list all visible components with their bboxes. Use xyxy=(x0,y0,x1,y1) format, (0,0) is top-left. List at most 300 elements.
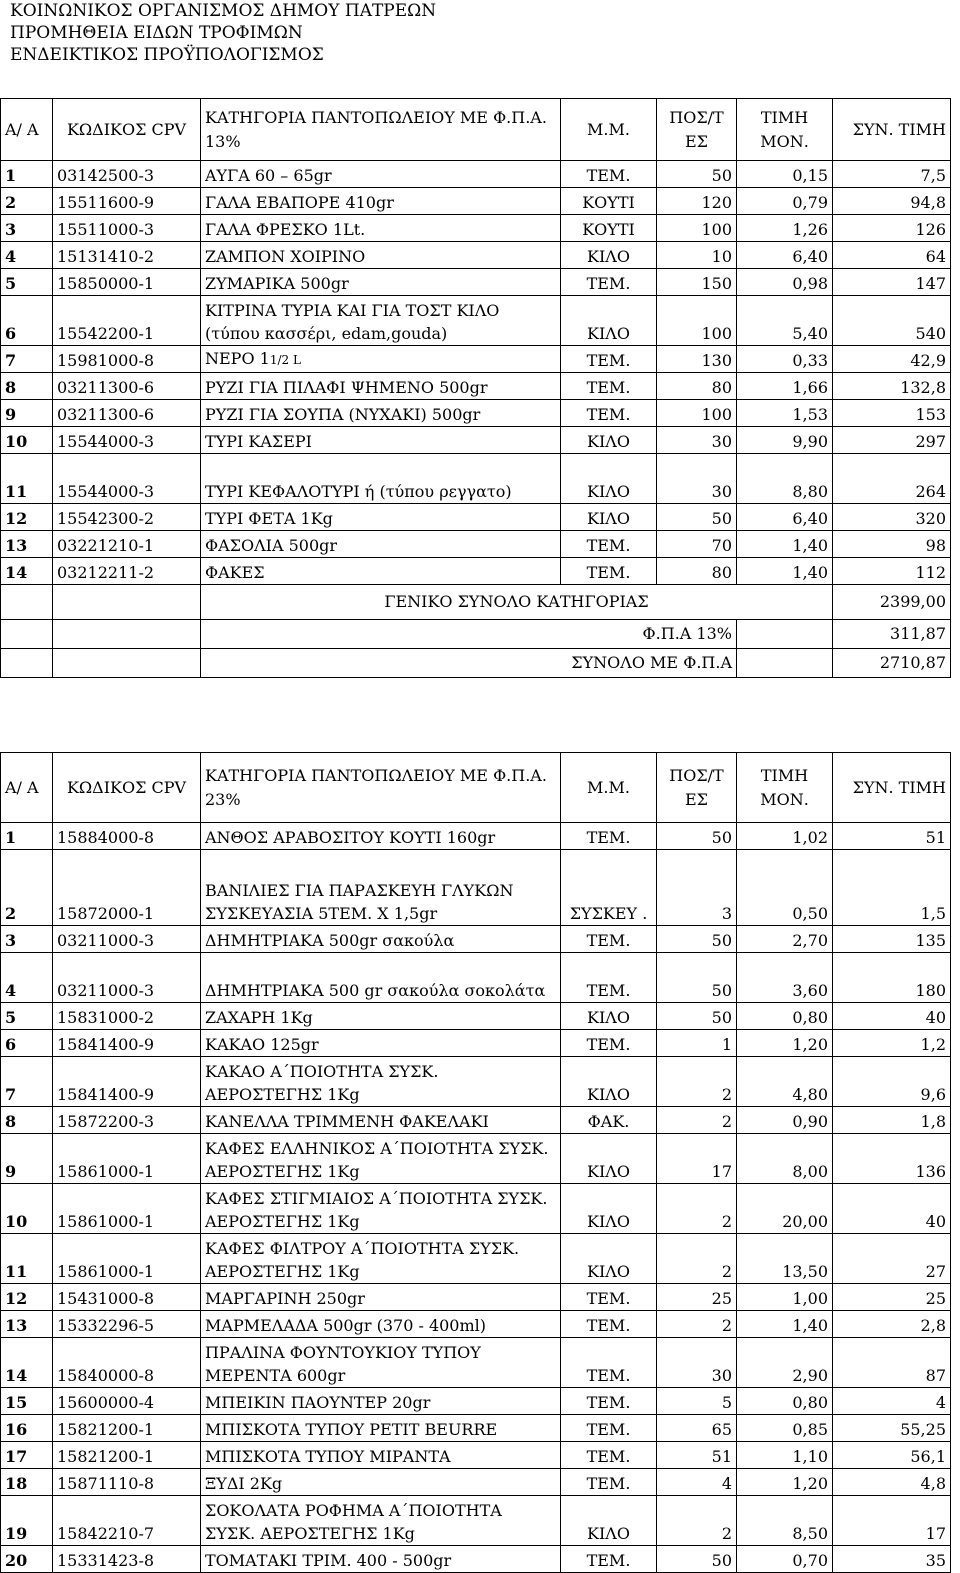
table-row xyxy=(1,953,951,1003)
col-unit-price: ΤΙΜΗ ΜΟΝ. xyxy=(737,753,833,823)
row-total: 540 xyxy=(833,296,951,346)
row-number: 5 xyxy=(1,1003,53,1030)
col-category: ΚΑΤΗΓΟΡΙΑ ΠΑΝΤΟΠΩΛΕΙΟΥ ΜΕ Φ.Π.Α. 23% xyxy=(201,753,561,823)
row-unit-price: 8,50 xyxy=(737,1496,833,1546)
row-total: 98 xyxy=(833,531,951,558)
row-total: 153 xyxy=(833,400,951,427)
row-description: ΓΑΛΑ ΕΒΑΠΟΡΕ 410gr xyxy=(201,188,561,215)
row-quantity: 50 xyxy=(657,1003,737,1030)
row-quantity: 150 xyxy=(657,269,737,296)
table-row xyxy=(1,1184,951,1234)
table-row xyxy=(1,1134,951,1184)
row-number: 2 xyxy=(1,850,53,926)
row-number: 7 xyxy=(1,346,53,373)
row-cpv-code: 15981000-8 xyxy=(53,346,201,373)
row-number: 4 xyxy=(1,953,53,1003)
row-unit: ΤΕΜ. xyxy=(561,1442,657,1469)
row-unit: ΤΕΜ. xyxy=(561,1469,657,1496)
row-description: ΜΑΡΜΕΛΑΔΑ 500gr (370 - 400ml) xyxy=(201,1311,561,1338)
row-quantity: 17 xyxy=(657,1134,737,1184)
row-total: 180 xyxy=(833,953,951,1003)
table-header-row xyxy=(1,99,951,161)
row-total: 40 xyxy=(833,1184,951,1234)
row-number: 9 xyxy=(1,400,53,427)
row-unit: ΤΕΜ. xyxy=(561,953,657,1003)
row-number: 14 xyxy=(1,1338,53,1388)
row-description: ΑΥΓΑ 60 – 65gr xyxy=(201,161,561,188)
row-unit-price: 9,90 xyxy=(737,427,833,454)
general-total-value: 2399,00 xyxy=(833,585,951,620)
row-unit-price: 8,00 xyxy=(737,1134,833,1184)
row-number: 3 xyxy=(1,926,53,953)
row-quantity: 1 xyxy=(657,1030,737,1057)
row-cpv-code: 15884000-8 xyxy=(53,823,201,850)
table-row xyxy=(1,373,951,400)
row-unit-price: 1,00 xyxy=(737,1284,833,1311)
row-description: ΞΥΔΙ 2Kg xyxy=(201,1469,561,1496)
row-unit-price: 20,00 xyxy=(737,1184,833,1234)
row-total: 1,5 xyxy=(833,850,951,926)
row-total: 51 xyxy=(833,823,951,850)
row-cpv-code: 15841400-9 xyxy=(53,1057,201,1107)
row-description: ΖΥΜΑΡΙΚΑ 500gr xyxy=(201,269,561,296)
row-unit-price: 1,66 xyxy=(737,373,833,400)
row-description: ΚΑΚΑΟ 125gr xyxy=(201,1030,561,1057)
table-row xyxy=(1,1234,951,1284)
row-total: 147 xyxy=(833,269,951,296)
col-total-price: ΣΥΝ. ΤΙΜΗ xyxy=(833,753,951,823)
row-unit-price: 0,98 xyxy=(737,269,833,296)
row-total: 4,8 xyxy=(833,1469,951,1496)
row-number: 12 xyxy=(1,504,53,531)
row-unit-price: 1,20 xyxy=(737,1469,833,1496)
row-unit-price: 0,33 xyxy=(737,346,833,373)
row-unit: ΤΕΜ. xyxy=(561,1415,657,1442)
row-total: 136 xyxy=(833,1134,951,1184)
row-unit-price: 13,50 xyxy=(737,1234,833,1284)
row-cpv-code: 15831000-2 xyxy=(53,1003,201,1030)
row-quantity: 2 xyxy=(657,1496,737,1546)
row-cpv-code: 03211300-6 xyxy=(53,373,201,400)
header-budget: ΕΝΔΕΙΚΤΙΚΟΣ ΠΡΟΫΠΟΛΟΓΙΣΜΟΣ xyxy=(10,45,324,65)
row-cpv-code: 15871110-8 xyxy=(53,1469,201,1496)
row-unit: ΤΕΜ. xyxy=(561,373,657,400)
row-total: 40 xyxy=(833,1003,951,1030)
row-cpv-code: 15511600-9 xyxy=(53,188,201,215)
row-description: ΡΥΖΙ ΓΙΑ ΣΟΥΠΑ (ΝΥΧΑΚΙ) 500gr xyxy=(201,400,561,427)
row-quantity: 50 xyxy=(657,504,737,531)
col-unit: Μ.Μ. xyxy=(561,99,657,161)
row-quantity: 80 xyxy=(657,373,737,400)
row-quantity: 50 xyxy=(657,926,737,953)
row-unit: ΤΕΜ. xyxy=(561,161,657,188)
row-total: 55,25 xyxy=(833,1415,951,1442)
row-total: 297 xyxy=(833,427,951,454)
budget-table-vat13 xyxy=(0,98,951,678)
col-cpv: ΚΩΔΙΚΟΣ CPV xyxy=(53,99,201,161)
row-cpv-code: 15861000-1 xyxy=(53,1134,201,1184)
row-cpv-code: 15431000-8 xyxy=(53,1284,201,1311)
row-number: 7 xyxy=(1,1057,53,1107)
row-total: 132,8 xyxy=(833,373,951,400)
col-quantity: ΠΟΣ/Τ ΕΣ xyxy=(657,753,737,823)
row-unit: ΤΕΜ. xyxy=(561,1388,657,1415)
table-row xyxy=(1,1311,951,1338)
row-quantity: 100 xyxy=(657,400,737,427)
row-unit: ΚΙΛΟ xyxy=(561,1057,657,1107)
row-description: ΚΑΚΑΟ Α΄ΠΟΙΟΤΗΤΑ ΣΥΣΚ. ΑΕΡΟΣΤΕΓΗΣ 1Kg xyxy=(201,1057,561,1107)
row-cpv-code: 15821200-1 xyxy=(53,1415,201,1442)
row-cpv-code: 15131410-2 xyxy=(53,242,201,269)
row-description: ΒΑΝΙΛΙΕΣ ΓΙΑ ΠΑΡΑΣΚΕΥΗ ΓΛΥΚΩΝ ΣΥΣΚΕΥΑΣΙΑ 5ΤΕΜ. Χ 1,5gr xyxy=(201,850,561,926)
row-unit-price: 3,60 xyxy=(737,953,833,1003)
row-quantity: 25 xyxy=(657,1284,737,1311)
row-unit-price: 8,80 xyxy=(737,454,833,504)
document-header xyxy=(10,0,436,66)
row-unit: ΤΕΜ. xyxy=(561,1030,657,1057)
row-description: ΤΥΡΙ ΦΕΤΑ 1Kg xyxy=(201,504,561,531)
row-number: 2 xyxy=(1,188,53,215)
row-cpv-code: 15544000-3 xyxy=(53,454,201,504)
row-unit: ΤΕΜ. xyxy=(561,1284,657,1311)
row-unit: ΚΙΛΟ xyxy=(561,504,657,531)
row-unit: ΚΙΛΟ xyxy=(561,242,657,269)
row-total: 320 xyxy=(833,504,951,531)
col-category: ΚΑΤΗΓΟΡΙΑ ΠΑΝΤΟΠΩΛΕΙΟΥ ΜΕ Φ.Π.Α. 13% xyxy=(201,99,561,161)
row-unit: ΤΕΜ. xyxy=(561,823,657,850)
row-description: ΣΟΚΟΛΑΤΑ ΡΟΦΗΜΑ Α΄ΠΟΙΟΤΗΤΑ ΣΥΣΚ. ΑΕΡΟΣΤΕΓΗΣ 1Kg xyxy=(201,1496,561,1546)
row-unit: ΚΟΥΤΙ xyxy=(561,215,657,242)
row-number: 12 xyxy=(1,1284,53,1311)
row-unit-price: 0,70 xyxy=(737,1546,833,1573)
row-description: ΠΡΑΛΙΝΑ ΦΟΥΝΤΟΥΚΙΟΥ ΤΥΠΟΥ ΜΕΡΕΝΤΑ 600gr xyxy=(201,1338,561,1388)
row-number: 13 xyxy=(1,1311,53,1338)
row-description: ΤΥΡΙ ΚΑΣΕΡΙ xyxy=(201,427,561,454)
row-quantity: 3 xyxy=(657,850,737,926)
row-quantity: 10 xyxy=(657,242,737,269)
row-unit: ΚΙΛΟ xyxy=(561,1184,657,1234)
row-unit-price: 2,90 xyxy=(737,1338,833,1388)
row-cpv-code: 03211300-6 xyxy=(53,400,201,427)
row-number: 10 xyxy=(1,427,53,454)
row-description: ΖΑΧΑΡΗ 1Kg xyxy=(201,1003,561,1030)
row-number: 6 xyxy=(1,296,53,346)
row-unit: ΤΕΜ. xyxy=(561,1338,657,1388)
table-row xyxy=(1,215,951,242)
table-row xyxy=(1,269,951,296)
row-quantity: 51 xyxy=(657,1442,737,1469)
table-row xyxy=(1,1003,951,1030)
table-row xyxy=(1,504,951,531)
col-quantity: ΠΟΣ/Τ ΕΣ xyxy=(657,99,737,161)
row-quantity: 30 xyxy=(657,427,737,454)
row-quantity: 130 xyxy=(657,346,737,373)
table-row xyxy=(1,346,951,373)
row-quantity: 50 xyxy=(657,161,737,188)
row-unit-price: 0,80 xyxy=(737,1003,833,1030)
row-cpv-code: 03211000-3 xyxy=(53,926,201,953)
row-quantity: 2 xyxy=(657,1057,737,1107)
row-quantity: 2 xyxy=(657,1311,737,1338)
row-number: 6 xyxy=(1,1030,53,1057)
row-description: ΦΑΣΟΛΙΑ 500gr xyxy=(201,531,561,558)
table-row xyxy=(1,400,951,427)
col-cpv: ΚΩΔΙΚΟΣ CPV xyxy=(53,753,201,823)
row-total: 2,8 xyxy=(833,1311,951,1338)
table-row xyxy=(1,850,951,926)
summary-general-total xyxy=(1,585,951,620)
row-number: 19 xyxy=(1,1496,53,1546)
row-cpv-code: 15840000-8 xyxy=(53,1338,201,1388)
row-unit-price: 5,40 xyxy=(737,296,833,346)
row-number: 4 xyxy=(1,242,53,269)
col-aa: Α/ Α xyxy=(1,753,53,823)
row-total: 264 xyxy=(833,454,951,504)
row-cpv-code: 15850000-1 xyxy=(53,269,201,296)
row-description: ΚΑΦΕΣ ΣΤΙΓΜΙΑΙΟΣ Α΄ΠΟΙΟΤΗΤΑ ΣΥΣΚ. ΑΕΡΟΣΤΕΓΗΣ 1Kg xyxy=(201,1184,561,1234)
col-total-price: ΣΥΝ. ΤΙΜΗ xyxy=(833,99,951,161)
row-quantity: 5 xyxy=(657,1388,737,1415)
row-description: ΓΑΛΑ ΦΡΕΣΚΟ 1Lt. xyxy=(201,215,561,242)
row-number: 13 xyxy=(1,531,53,558)
row-description: ΔΗΜΗΤΡΙΑΚΑ 500 gr σακούλα σοκολάτα xyxy=(201,953,561,1003)
row-cpv-code: 15331423-8 xyxy=(53,1546,201,1573)
row-cpv-code: 15511000-3 xyxy=(53,215,201,242)
row-description: ΔΗΜΗΤΡΙΑΚΑ 500gr σακούλα xyxy=(201,926,561,953)
row-unit-price: 0,50 xyxy=(737,850,833,926)
table-row xyxy=(1,1057,951,1107)
row-unit: ΣΥΣΚΕΥ . xyxy=(561,850,657,926)
row-unit: ΤΕΜ. xyxy=(561,1546,657,1573)
row-description: ΚΑΦΕΣ ΦΙΛΤΡΟΥ Α΄ΠΟΙΟΤΗΤΑ ΣΥΣΚ. ΑΕΡΟΣΤΕΓΗΣ 1Kg xyxy=(201,1234,561,1284)
row-unit-price: 0,79 xyxy=(737,188,833,215)
header-procurement: ΠΡΟΜΗΘΕΙΑ ΕΙΔΩΝ ΤΡΟΦΙΜΩΝ xyxy=(10,23,303,43)
header-organization: ΚΟΙΝΩΝΙΚΟΣ ΟΡΓΑΝΙΣΜΟΣ ΔΗΜΟΥ ΠΑΤΡΕΩΝ xyxy=(10,1,437,21)
table-row xyxy=(1,823,951,850)
row-unit-price: 6,40 xyxy=(737,504,833,531)
row-cpv-code: 15841400-9 xyxy=(53,1030,201,1057)
table-row xyxy=(1,242,951,269)
row-unit-price: 0,15 xyxy=(737,161,833,188)
row-total: 4 xyxy=(833,1388,951,1415)
row-quantity: 4 xyxy=(657,1469,737,1496)
row-description: ΚΑΝΕΛΛΑ ΤΡΙΜΜΕΝΗ ΦΑΚΕΛΑΚΙ xyxy=(201,1107,561,1134)
row-cpv-code: 15542300-2 xyxy=(53,504,201,531)
row-unit: ΤΕΜ. xyxy=(561,400,657,427)
row-cpv-code: 03211000-3 xyxy=(53,953,201,1003)
table-row xyxy=(1,1388,951,1415)
row-cpv-code: 03212211-2 xyxy=(53,558,201,585)
row-total: 126 xyxy=(833,215,951,242)
row-description: ΖΑΜΠΟΝ ΧΟΙΡΙΝΟ xyxy=(201,242,561,269)
table-row xyxy=(1,1546,951,1573)
row-number: 1 xyxy=(1,823,53,850)
row-total: 35 xyxy=(833,1546,951,1573)
row-total: 94,8 xyxy=(833,188,951,215)
table-row xyxy=(1,558,951,585)
row-description: ΝΕΡΟ 11/2 L xyxy=(201,346,561,373)
col-aa: Α/ Α xyxy=(1,99,53,161)
row-cpv-code: 15542200-1 xyxy=(53,296,201,346)
row-description: ΜΠΙΣΚΟΤΑ ΤΥΠΟΥ ΜΙΡΑΝΤΑ xyxy=(201,1442,561,1469)
row-unit-price: 1,10 xyxy=(737,1442,833,1469)
row-quantity: 2 xyxy=(657,1234,737,1284)
row-cpv-code: 15872000-1 xyxy=(53,850,201,926)
row-number: 16 xyxy=(1,1415,53,1442)
table-row xyxy=(1,1415,951,1442)
summary-vat xyxy=(1,620,951,649)
row-description: ΑΝΘΟΣ ΑΡΑΒΟΣΙΤΟΥ ΚΟΥΤΙ 160gr xyxy=(201,823,561,850)
row-unit: ΦΑΚ. xyxy=(561,1107,657,1134)
row-cpv-code: 15600000-4 xyxy=(53,1388,201,1415)
row-total: 112 xyxy=(833,558,951,585)
row-unit-price: 6,40 xyxy=(737,242,833,269)
general-total-label: ΓΕΝΙΚΟ ΣΥΝΟΛΟ ΚΑΤΗΓΟΡΙΑΣ xyxy=(201,585,833,620)
row-number: 10 xyxy=(1,1184,53,1234)
row-description: ΜΑΡΓΑΡΙΝΗ 250gr xyxy=(201,1284,561,1311)
row-description: ΚΑΦΕΣ ΕΛΛΗΝΙΚΟΣ Α΄ΠΟΙΟΤΗΤΑ ΣΥΣΚ. ΑΕΡΟΣΤΕΓΗΣ 1Kg xyxy=(201,1134,561,1184)
row-cpv-code: 15332296-5 xyxy=(53,1311,201,1338)
row-quantity: 100 xyxy=(657,296,737,346)
row-quantity: 80 xyxy=(657,558,737,585)
row-quantity: 2 xyxy=(657,1184,737,1234)
row-cpv-code: 15861000-1 xyxy=(53,1184,201,1234)
row-quantity: 30 xyxy=(657,1338,737,1388)
vat-label: Φ.Π.Α 13% xyxy=(201,620,737,649)
table-row xyxy=(1,926,951,953)
row-cpv-code: 15821200-1 xyxy=(53,1442,201,1469)
row-total: 135 xyxy=(833,926,951,953)
table-row xyxy=(1,1107,951,1134)
row-total: 56,1 xyxy=(833,1442,951,1469)
table-row xyxy=(1,427,951,454)
table-row xyxy=(1,1030,951,1057)
row-number: 5 xyxy=(1,269,53,296)
budget-table-vat23 xyxy=(0,752,951,1573)
row-unit: ΚΙΛΟ xyxy=(561,427,657,454)
row-unit: ΚΙΛΟ xyxy=(561,1003,657,1030)
row-unit-price: 1,20 xyxy=(737,1030,833,1057)
row-total: 87 xyxy=(833,1338,951,1388)
table-row xyxy=(1,1469,951,1496)
row-number: 1 xyxy=(1,161,53,188)
row-cpv-code: 15544000-3 xyxy=(53,427,201,454)
row-unit-price: 1,40 xyxy=(737,531,833,558)
row-quantity: 30 xyxy=(657,454,737,504)
row-unit: ΚΙΛΟ xyxy=(561,454,657,504)
row-description: ΤΟΜΑΤΑΚΙ ΤΡΙΜ. 400 - 500gr xyxy=(201,1546,561,1573)
row-unit: ΤΕΜ. xyxy=(561,269,657,296)
table-row xyxy=(1,454,951,504)
summary-total-with-vat xyxy=(1,649,951,678)
row-cpv-code: 03221210-1 xyxy=(53,531,201,558)
table-row xyxy=(1,1442,951,1469)
row-unit-price: 0,85 xyxy=(737,1415,833,1442)
row-number: 9 xyxy=(1,1134,53,1184)
row-unit: ΚΙΛΟ xyxy=(561,296,657,346)
table-row xyxy=(1,531,951,558)
row-quantity: 65 xyxy=(657,1415,737,1442)
row-quantity: 70 xyxy=(657,531,737,558)
row-number: 17 xyxy=(1,1442,53,1469)
row-quantity: 50 xyxy=(657,823,737,850)
row-number: 3 xyxy=(1,215,53,242)
table-header-row xyxy=(1,753,951,823)
row-unit-price: 0,90 xyxy=(737,1107,833,1134)
total-with-vat-label: ΣΥΝΟΛΟ ΜΕ Φ.Π.Α xyxy=(201,649,737,678)
col-unit-price: ΤΙΜΗ ΜΟΝ. xyxy=(737,99,833,161)
row-total: 25 xyxy=(833,1284,951,1311)
row-quantity: 120 xyxy=(657,188,737,215)
row-unit-price: 1,53 xyxy=(737,400,833,427)
row-unit-price: 1,02 xyxy=(737,823,833,850)
vat-value: 311,87 xyxy=(833,620,951,649)
row-description: ΡΥΖΙ ΓΙΑ ΠΙΛΑΦΙ ΨΗΜΕΝΟ 500gr xyxy=(201,373,561,400)
row-number: 14 xyxy=(1,558,53,585)
row-total: 1,8 xyxy=(833,1107,951,1134)
row-total: 7,5 xyxy=(833,161,951,188)
row-description: ΜΠΙΣΚΟΤΑ ΤΥΠΟΥ PETIT BEURRE xyxy=(201,1415,561,1442)
row-quantity: 50 xyxy=(657,1546,737,1573)
row-number: 8 xyxy=(1,373,53,400)
table-row xyxy=(1,1338,951,1388)
table-row xyxy=(1,188,951,215)
row-number: 8 xyxy=(1,1107,53,1134)
row-unit: ΤΕΜ. xyxy=(561,346,657,373)
row-unit: ΚΟΥΤΙ xyxy=(561,188,657,215)
row-quantity: 100 xyxy=(657,215,737,242)
row-description: ΤΥΡΙ ΚΕΦΑΛΟΤΥΡΙ ή (τύπου ρεγγατο) xyxy=(201,454,561,504)
row-quantity: 2 xyxy=(657,1107,737,1134)
row-cpv-code: 15872200-3 xyxy=(53,1107,201,1134)
row-description: ΜΠΕΙΚΙΝ ΠΑΟΥΝΤΕΡ 20gr xyxy=(201,1388,561,1415)
row-unit: ΤΕΜ. xyxy=(561,558,657,585)
table-row xyxy=(1,296,951,346)
table-row xyxy=(1,1496,951,1546)
row-cpv-code: 15842210-7 xyxy=(53,1496,201,1546)
row-unit-price: 1,40 xyxy=(737,1311,833,1338)
row-total: 17 xyxy=(833,1496,951,1546)
row-unit-price: 0,80 xyxy=(737,1388,833,1415)
row-description: ΚΙΤΡΙΝΑ ΤΥΡΙΑ ΚΑΙ ΓΙΑ ΤΟΣΤ ΚΙΛΟ (τύπου κασσέρι, edam,gouda) xyxy=(201,296,561,346)
row-unit-price: 1,26 xyxy=(737,215,833,242)
row-total: 42,9 xyxy=(833,346,951,373)
col-unit: Μ.Μ. xyxy=(561,753,657,823)
row-number: 20 xyxy=(1,1546,53,1573)
row-total: 64 xyxy=(833,242,951,269)
row-unit: ΤΕΜ. xyxy=(561,926,657,953)
row-total: 1,2 xyxy=(833,1030,951,1057)
row-number: 11 xyxy=(1,454,53,504)
row-number: 18 xyxy=(1,1469,53,1496)
row-cpv-code: 03142500-3 xyxy=(53,161,201,188)
row-number: 15 xyxy=(1,1388,53,1415)
row-unit-price: 1,40 xyxy=(737,558,833,585)
table-row xyxy=(1,161,951,188)
row-number: 11 xyxy=(1,1234,53,1284)
row-unit-price: 4,80 xyxy=(737,1057,833,1107)
row-total: 27 xyxy=(833,1234,951,1284)
row-unit: ΚΙΛΟ xyxy=(561,1496,657,1546)
row-description-fraction: 1/2 L xyxy=(269,353,301,367)
total-with-vat-value: 2710,87 xyxy=(833,649,951,678)
row-description: ΦΑΚΕΣ xyxy=(201,558,561,585)
table-row xyxy=(1,1284,951,1311)
row-unit: ΤΕΜ. xyxy=(561,1311,657,1338)
row-cpv-code: 15861000-1 xyxy=(53,1234,201,1284)
row-quantity: 50 xyxy=(657,953,737,1003)
row-unit-price: 2,70 xyxy=(737,926,833,953)
